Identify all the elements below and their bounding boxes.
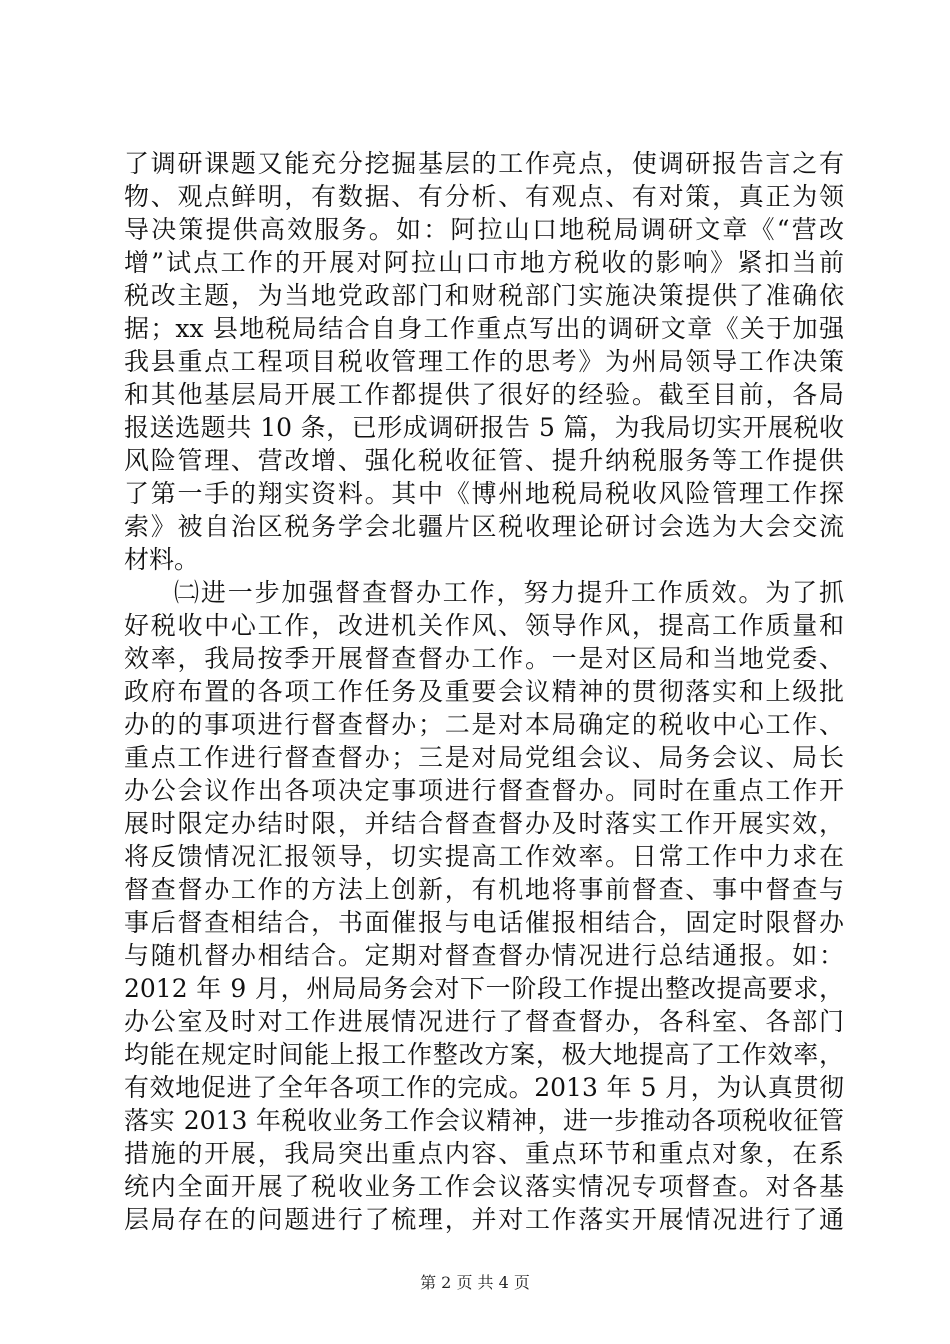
- text-line: 落实 2013 年税收业务工作会议精神，进一步推动各项税收征管: [124, 1106, 844, 1135]
- text-line: 据；xx 县地税局结合自身工作重点写出的调研文章《关于加强: [124, 314, 844, 343]
- text-line: 了调研课题又能充分挖掘基层的工作亮点，使调研报告言之有: [124, 149, 844, 178]
- document-body: [124, 147, 844, 1236]
- paragraph: [124, 147, 844, 576]
- text-line: 均能在规定时间能上报工作整改方案，极大地提高了工作效率，: [124, 1040, 844, 1069]
- text-line: 办的的事项进行督查督办；二是对本局确定的税收中心工作、: [124, 710, 844, 739]
- text-line: 办公室及时对工作进展情况进行了督查督办，各科室、各部门: [124, 1007, 844, 1036]
- text-line: 事后督查相结合，书面催报与电话催报相结合，固定时限督办: [124, 908, 844, 937]
- text-line: 督查督办工作的方法上创新，有机地将事前督查、事中督查与: [124, 875, 844, 904]
- text-line: 展时限定办结时限，并结合督查督办及时落实工作开展实效，: [124, 809, 844, 838]
- text-line: 措施的开展，我局突出重点内容、重点环节和重点对象，在系: [124, 1139, 844, 1168]
- text-line: 层局存在的问题进行了梳理，并对工作落实开展情况进行了通: [124, 1205, 844, 1234]
- text-line: 政府布置的各项工作任务及重要会议精神的贯彻落实和上级批: [124, 677, 844, 706]
- text-line: 2012 年 9 月，州局局务会对下一阶段工作提出整改提高要求，: [124, 974, 844, 1003]
- text-line: 了第一手的翔实资料。其中《博州地税局税收风险管理工作探: [124, 479, 844, 508]
- text-line: 增”试点工作的开展对阿拉山口市地方税收的影响》紧扣当前: [124, 248, 844, 277]
- text-line: 我县重点工程项目税收管理工作的思考》为州局领导工作决策: [124, 347, 844, 376]
- page-number-footer: 第 2 页 共 4 页: [420, 1273, 530, 1292]
- text-line: 办公会议作出各项决定事项进行督查督办。同时在重点工作开: [124, 776, 844, 805]
- text-line: 报送选题共 10 条，已形成调研报告 5 篇，为我局切实开展税收: [124, 413, 844, 442]
- text-line: ㈡进一步加强督查督办工作，努力提升工作质效。为了抓: [174, 578, 844, 607]
- text-line: 将反馈情况汇报领导，切实提高工作效率。日常工作中力求在: [124, 842, 844, 871]
- text-line: 有效地促进了全年各项工作的完成。2013 年 5 月，为认真贯彻: [124, 1073, 844, 1102]
- text-line: 导决策提供高效服务。如：阿拉山口地税局调研文章《“营改: [124, 215, 844, 244]
- paragraph: [124, 576, 844, 1236]
- text-line: 与随机督办相结合。定期对督查督办情况进行总结通报。如：: [124, 941, 844, 970]
- text-line: 和其他基层局开展工作都提供了很好的经验。截至目前，各局: [124, 380, 844, 409]
- text-line: 效率，我局按季开展督查督办工作。一是对区局和当地党委、: [124, 644, 844, 673]
- text-line: 材料。: [124, 545, 200, 574]
- text-line: 索》被自治区税务学会北疆片区税收理论研讨会选为大会交流: [124, 512, 844, 541]
- text-line: 物、观点鲜明，有数据、有分析、有观点、有对策，真正为领: [124, 182, 844, 211]
- text-line: 税改主题，为当地党政部门和财税部门实施决策提供了准确依: [124, 281, 844, 310]
- text-line: 好税收中心工作，改进机关作风、领导作风，提高工作质量和: [124, 611, 844, 640]
- text-line: 重点工作进行督查督办；三是对局党组会议、局务会议、局长: [124, 743, 844, 772]
- text-line: 风险管理、营改增、强化税收征管、提升纳税服务等工作提供: [124, 446, 844, 475]
- text-line: 统内全面开展了税收业务工作会议落实情况专项督查。对各基: [124, 1172, 844, 1201]
